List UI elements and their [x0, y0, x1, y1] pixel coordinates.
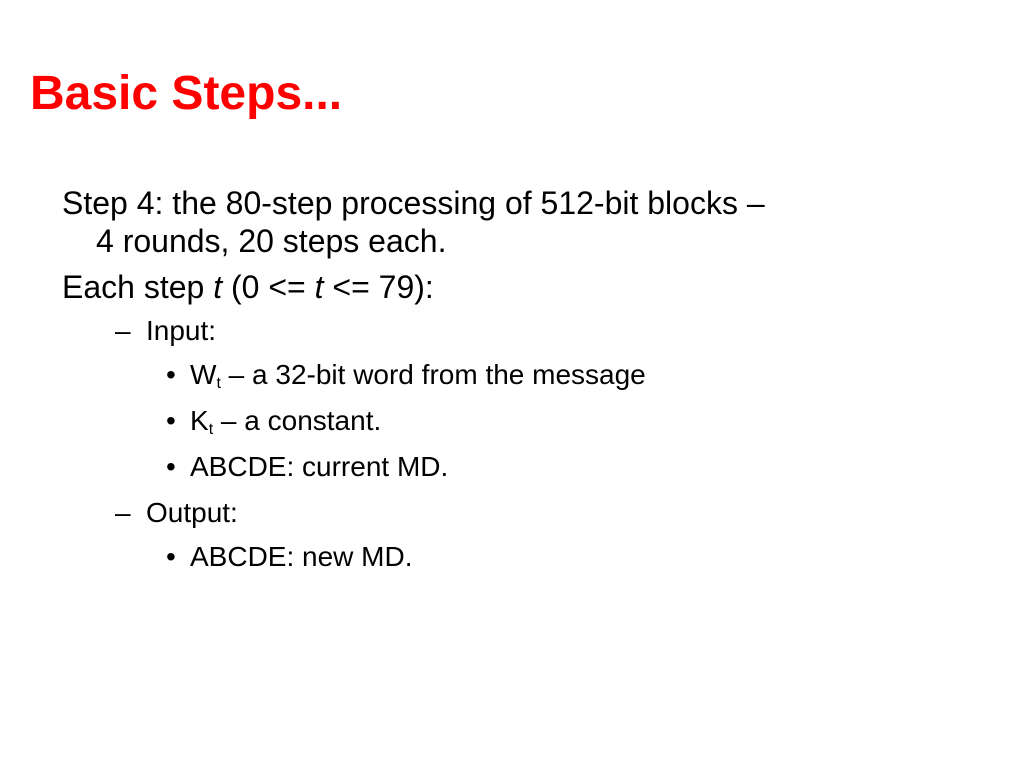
output-label: Output:: [146, 497, 238, 528]
each-step-middle: (0 <=: [222, 269, 315, 305]
dash-marker: –: [115, 315, 131, 346]
input-item-k: [62, 404, 962, 438]
each-step-suffix: <= 79):: [323, 269, 434, 305]
each-step-paragraph: [62, 268, 962, 306]
input-item-main: ABCDE: current MD.: [190, 451, 449, 482]
slide-title: Basic Steps...: [30, 67, 343, 120]
each-step-prefix: Each step: [62, 269, 214, 305]
output-item-main: ABCDE: new MD.: [190, 541, 413, 572]
input-item-rest: – a constant.: [213, 405, 382, 436]
each-step-var-t: t: [213, 269, 223, 305]
input-item-subscript: t: [216, 375, 221, 392]
each-step-var-t2: t: [314, 269, 324, 305]
step4-paragraph: [62, 184, 962, 260]
slide-body: [62, 184, 962, 586]
bullet-marker: •: [166, 359, 176, 390]
output-heading: [62, 496, 962, 530]
bullet-marker: •: [166, 451, 176, 482]
input-item-subscript: t: [208, 421, 214, 438]
bullet-marker: •: [166, 541, 176, 572]
dash-marker: –: [115, 497, 131, 528]
input-item-abcde: [62, 450, 962, 484]
output-item-abcde: [62, 540, 962, 574]
step4-line1: Step 4: the 80-step processing of 512-bit blocks –: [62, 185, 765, 221]
step4-line2: 4 rounds, 20 steps each.: [96, 223, 447, 259]
bullet-marker: •: [166, 405, 176, 436]
input-item-main: W: [190, 359, 217, 390]
input-label: Input:: [146, 315, 217, 346]
input-item-w: [62, 358, 962, 392]
input-item-main: K: [190, 405, 209, 436]
input-heading: [62, 314, 962, 348]
input-item-rest: – a 32-bit word from the message: [220, 359, 646, 390]
